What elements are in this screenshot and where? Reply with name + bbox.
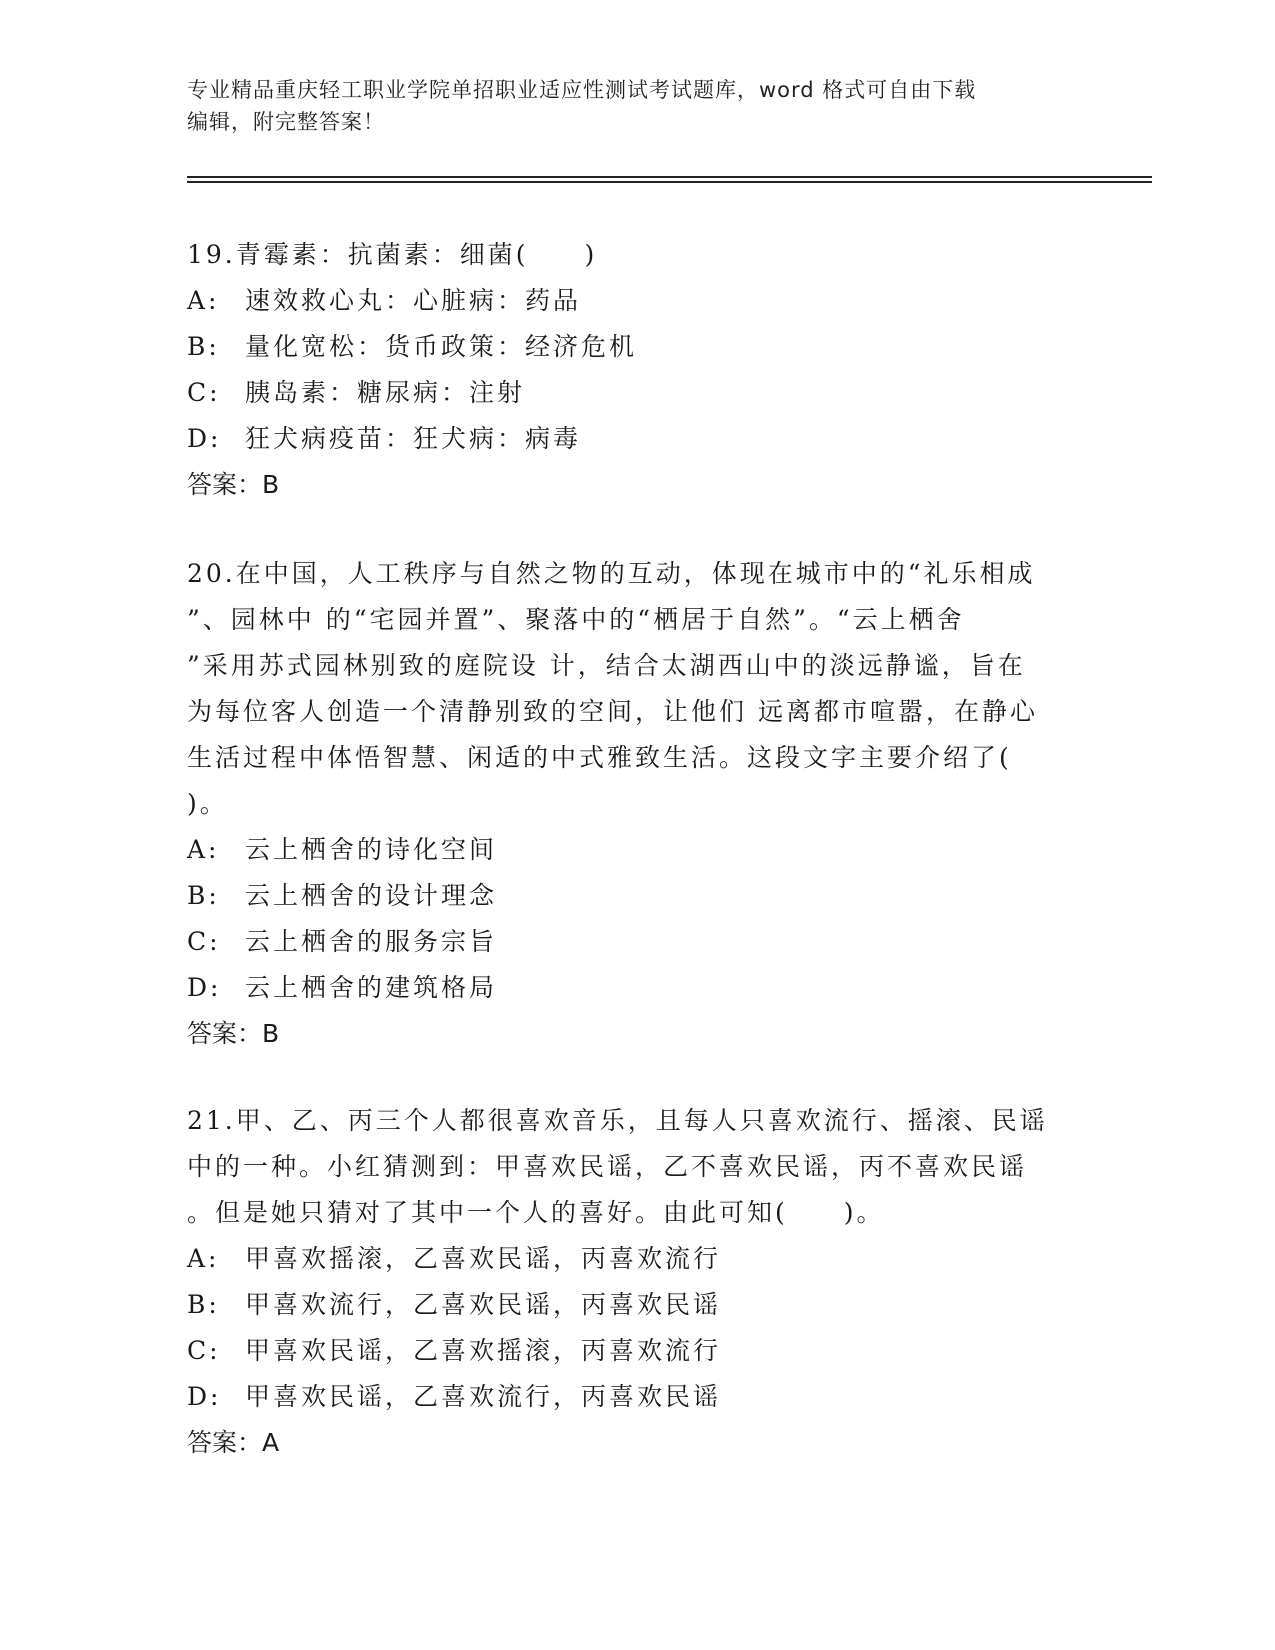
- question-21: [187, 1098, 1077, 1466]
- option-a: [187, 1236, 1077, 1282]
- question-line: 生活过程中体悟智慧、闲适的中式雅致生活。这段文字主要介绍了(: [187, 743, 1012, 772]
- option-letter: A:: [187, 1244, 220, 1273]
- question-line: 中的一种。小红猜测到：甲喜欢民谣，乙不喜欢民谣，丙不喜欢民谣: [187, 1152, 1028, 1181]
- header-line-1: 专业精品重庆轻工职业学院单招职业适应性测试考试题库，word 格式可自由下载: [187, 78, 977, 102]
- question-19: [187, 232, 1077, 508]
- question-text: 19.青霉素：抗菌素：细菌( ): [187, 240, 598, 269]
- question-20: [187, 551, 1077, 1057]
- option-text: 云上栖舍的服务宗旨: [245, 927, 498, 956]
- option-letter: A:: [187, 835, 220, 864]
- option-d: [187, 1374, 1077, 1420]
- option-c: [187, 370, 1077, 416]
- option-letter: D:: [187, 424, 222, 453]
- option-letter: B:: [187, 332, 220, 361]
- question-line: 。但是她只猜对了其中一个人的喜好。由此可知( )。: [187, 1198, 885, 1227]
- option-letter: C:: [187, 1336, 221, 1365]
- question-line: 21.甲、乙、丙三个人都很喜欢音乐，且每人只喜欢流行、摇滚、民谣: [187, 1106, 1048, 1135]
- answer: 答案：B: [187, 1019, 280, 1048]
- option-text: 量化宽松：货币政策：经济危机: [245, 332, 638, 361]
- option-text: 云上栖舍的设计理念: [245, 881, 498, 910]
- option-text: 甲喜欢民谣，乙喜欢摇滚，丙喜欢流行: [245, 1336, 722, 1365]
- option-letter: A:: [187, 286, 220, 315]
- option-text: 甲喜欢民谣，乙喜欢流行，丙喜欢民谣: [245, 1382, 722, 1411]
- option-text: 甲喜欢摇滚，乙喜欢民谣，丙喜欢流行: [245, 1244, 722, 1273]
- option-text: 胰岛素：糖尿病：注射: [245, 378, 526, 407]
- option-letter: C:: [187, 927, 221, 956]
- option-text: 甲喜欢流行，乙喜欢民谣，丙喜欢民谣: [245, 1290, 722, 1319]
- question-line: 为每位客人创造一个清静别致的空间，让他们 远离都市喧嚣，在静心: [187, 697, 1038, 726]
- option-c: [187, 1328, 1077, 1374]
- option-b: [187, 873, 1077, 919]
- option-letter: D:: [187, 973, 222, 1002]
- option-letter: B:: [187, 1290, 220, 1319]
- option-d: [187, 416, 1077, 462]
- option-c: [187, 919, 1077, 965]
- option-letter: D:: [187, 1382, 222, 1411]
- answer: 答案：B: [187, 470, 280, 499]
- question-line: )。: [187, 789, 228, 818]
- option-letter: C:: [187, 378, 221, 407]
- question-line: ”采用苏式园林别致的庭院设 计，结合太湖西山中的淡远静谧，旨在: [187, 651, 1026, 680]
- header-line-2: 编辑，附完整答案！: [187, 110, 385, 134]
- option-text: 云上栖舍的建筑格局: [245, 973, 498, 1002]
- option-a: [187, 827, 1077, 873]
- question-line: 20.在中国，人工秩序与自然之物的互动，体现在城市中的“礼乐相成: [187, 559, 1036, 588]
- option-a: [187, 278, 1077, 324]
- header-divider-bottom: [187, 181, 1152, 183]
- option-text: 云上栖舍的诗化空间: [245, 835, 498, 864]
- option-b: [187, 1282, 1077, 1328]
- option-b: [187, 324, 1077, 370]
- option-d: [187, 965, 1077, 1011]
- option-letter: B:: [187, 881, 220, 910]
- option-text: 狂犬病疫苗：狂犬病：病毒: [245, 424, 582, 453]
- question-line: ”、园林中 的“宅园并置”、聚落中的“栖居于自然”。“云上栖舍: [187, 605, 965, 634]
- answer: 答案：A: [187, 1428, 280, 1457]
- option-text: 速效救心丸：心脏病：药品: [245, 286, 582, 315]
- header-divider-top: [187, 176, 1152, 178]
- document-header: [187, 74, 1067, 138]
